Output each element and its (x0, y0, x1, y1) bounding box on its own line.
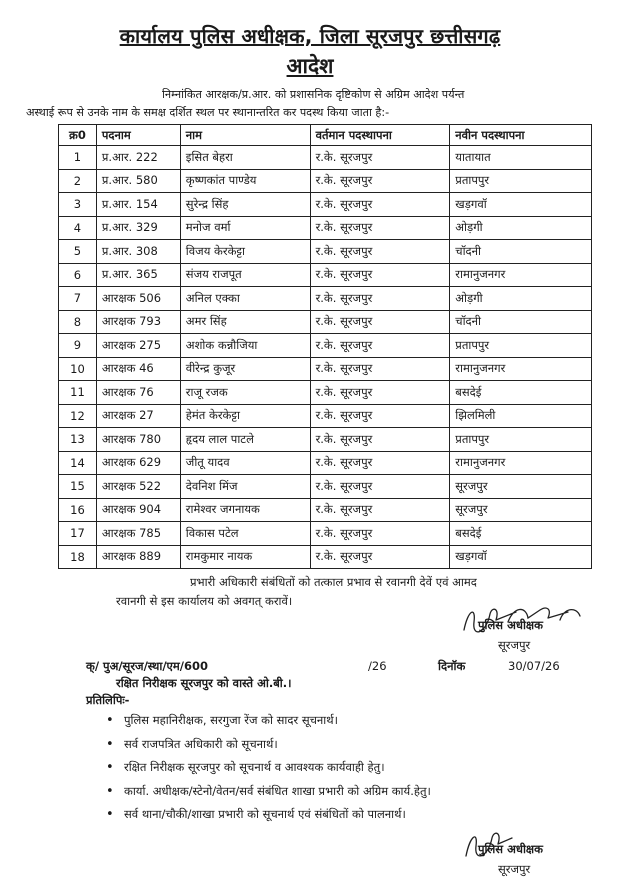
signatory-place-2: सूरजपुर (498, 862, 531, 876)
current-posting-cell: र.के. सूरजपुर (310, 287, 450, 311)
current-posting-cell: र.के. सूरजपुर (310, 475, 450, 499)
serial-cell: 14 (59, 451, 97, 475)
name-cell: अनिल एक्का (180, 287, 310, 311)
new-posting-cell: खड़गवॉ (450, 545, 592, 569)
bullet-icon: • (106, 807, 114, 822)
current-posting-cell: र.के. सूरजपुर (310, 404, 450, 428)
table-row (59, 287, 592, 311)
table-row (59, 498, 592, 522)
intro-paragraph (26, 86, 602, 122)
new-posting-cell: सूरजपुर (450, 475, 592, 499)
name-cell: वीरेन्द्र कुजूर (180, 357, 310, 381)
designation-cell: आरक्षक 793 (96, 310, 180, 334)
table-row (59, 216, 592, 240)
serial-cell: 10 (59, 357, 97, 381)
name-cell: विजय केरकेट्टा (180, 240, 310, 264)
table-row (59, 475, 592, 499)
designation-cell: प्र.आर. 329 (96, 216, 180, 240)
name-cell: राजू रजक (180, 381, 310, 405)
table-row (59, 334, 592, 358)
serial-cell: 1 (59, 146, 97, 170)
serial-cell: 18 (59, 545, 97, 569)
table-row (59, 169, 592, 193)
table-row (59, 240, 592, 264)
signatory-title: पुलिस अधीक्षक (478, 618, 543, 632)
column-header-current-posting: वर्तमान पदस्थापना (310, 125, 450, 146)
designation-cell: प्र.आर. 222 (96, 146, 180, 170)
current-posting-cell: र.के. सूरजपुर (310, 240, 450, 264)
signatory-title-2: पुलिस अधीक्षक (478, 842, 543, 856)
table-row (59, 146, 592, 170)
current-posting-cell: र.के. सूरजपुर (310, 498, 450, 522)
copy-recipient-text: रक्षित निरीक्षक सूरजपुर को सूचनार्थ व आवश्यक कार्यवाही हेतु। (124, 760, 385, 774)
table-row (59, 193, 592, 217)
current-posting-cell: र.के. सूरजपुर (310, 428, 450, 452)
serial-cell: 11 (59, 381, 97, 405)
forward-line: रक्षित निरीक्षक सूरजपुर को वास्ते ओ.बी.। (116, 676, 292, 690)
list-item (106, 757, 431, 781)
new-posting-cell: रामानुजनगर (450, 263, 592, 287)
serial-cell: 5 (59, 240, 97, 264)
name-cell: जीतू यादव (180, 451, 310, 475)
current-posting-cell: र.के. सूरजपुर (310, 357, 450, 381)
new-posting-cell: प्रतापपुर (450, 169, 592, 193)
table-row (59, 381, 592, 405)
designation-cell: आरक्षक 76 (96, 381, 180, 405)
name-cell: संजय राजपूत (180, 263, 310, 287)
table-header-row (59, 125, 592, 146)
name-cell: इसित बेहरा (180, 146, 310, 170)
bullet-icon: • (106, 736, 114, 752)
new-posting-cell: ओड़गी (450, 216, 592, 240)
designation-cell: प्र.आर. 308 (96, 240, 180, 264)
new-posting-cell: यातायात (450, 146, 592, 170)
serial-cell: 15 (59, 475, 97, 499)
intro-line-2: अस्थाई रूप से उनके नाम के समक्ष दर्शित स्थल पर स्थानान्तरित कर पदस्थ किया जाता है:- (26, 106, 390, 119)
intro-line-1: निम्नांकित आरक्षक/प्र.आर. को प्रशासनिक दृष्टिकोण से अग्रिम आदेश पर्यन्त (162, 88, 465, 101)
current-posting-cell: र.के. सूरजपुर (310, 263, 450, 287)
designation-cell: प्र.आर. 580 (96, 169, 180, 193)
name-cell: विकास पटेल (180, 522, 310, 546)
serial-cell: 16 (59, 498, 97, 522)
current-posting-cell: र.के. सूरजपुर (310, 310, 450, 334)
new-posting-cell: रामानुजनगर (450, 357, 592, 381)
serial-cell: 8 (59, 310, 97, 334)
designation-cell: आरक्षक 904 (96, 498, 180, 522)
copy-recipient-text: सर्व राजपत्रित अधिकारी को सूचनार्थ। (124, 736, 278, 751)
serial-cell: 2 (59, 169, 97, 193)
serial-cell: 7 (59, 287, 97, 311)
current-posting-cell: र.के. सूरजपुर (310, 169, 450, 193)
table-row (59, 310, 592, 334)
new-posting-cell: चॉदनी (450, 240, 592, 264)
designation-cell: आरक्षक 629 (96, 451, 180, 475)
name-cell: अमर सिंह (180, 310, 310, 334)
table-body (59, 146, 592, 569)
name-cell: रामेश्वर जगनायक (180, 498, 310, 522)
column-header-name: नाम (180, 125, 310, 146)
serial-cell: 12 (59, 404, 97, 428)
list-item (106, 781, 431, 805)
designation-cell: प्र.आर. 365 (96, 263, 180, 287)
signature-block-1 (456, 600, 596, 662)
serial-cell: 13 (59, 428, 97, 452)
new-posting-cell: सूरजपुर (450, 498, 592, 522)
bullet-icon: • (106, 783, 114, 799)
designation-cell: आरक्षक 46 (96, 357, 180, 381)
name-cell: मनोज वर्मा (180, 216, 310, 240)
list-item (106, 804, 431, 828)
reference-year: /26 (368, 659, 387, 673)
table-row (59, 263, 592, 287)
current-posting-cell: र.के. सूरजपुर (310, 193, 450, 217)
current-posting-cell: र.के. सूरजपुर (310, 146, 450, 170)
column-header-new-posting: नवीन पदस्थापना (450, 125, 592, 146)
current-posting-cell: र.के. सूरजपुर (310, 545, 450, 569)
note-line-2: रवानगी से इस कार्यालय को अवगत् करावें। (116, 594, 293, 608)
serial-cell: 4 (59, 216, 97, 240)
name-cell: सुरेन्द्र सिंह (180, 193, 310, 217)
column-header-designation: पदनाम (96, 125, 180, 146)
designation-cell: प्र.आर. 154 (96, 193, 180, 217)
current-posting-cell: र.के. सूरजपुर (310, 334, 450, 358)
designation-cell: आरक्षक 506 (96, 287, 180, 311)
name-cell: हेमंत केरकेट्टा (180, 404, 310, 428)
note-line-1: प्रभारी अधिकारी संबंधितों को तत्काल प्रभाव से रवानगी देवें एवं आमद (190, 575, 477, 589)
serial-cell: 3 (59, 193, 97, 217)
copy-list (106, 710, 431, 828)
serial-cell: 9 (59, 334, 97, 358)
date-label: दिनॉक (438, 659, 466, 673)
name-cell: रामकुमार नायक (180, 545, 310, 569)
designation-cell: आरक्षक 785 (96, 522, 180, 546)
new-posting-cell: ओड़गी (450, 287, 592, 311)
name-cell: कृष्णकांत पाण्डेय (180, 169, 310, 193)
new-posting-cell: रामानुजनगर (450, 451, 592, 475)
current-posting-cell: र.के. सूरजपुर (310, 522, 450, 546)
new-posting-cell: बसदेई (450, 381, 592, 405)
new-posting-cell: झिलमिली (450, 404, 592, 428)
signature-block-2 (456, 822, 596, 880)
reference-number: क्/ पुअ/सूरज/स्था/एम/600 (86, 659, 208, 673)
reference-line (86, 659, 586, 677)
serial-cell: 17 (59, 522, 97, 546)
current-posting-cell: र.के. सूरजपुर (310, 451, 450, 475)
name-cell: देवनिश मिंज (180, 475, 310, 499)
table-row (59, 404, 592, 428)
bullet-icon: • (106, 760, 114, 775)
bullet-icon: • (106, 713, 114, 728)
copy-recipient-text: सर्व थाना/चौकी/शाखा प्रभारी को सूचनार्थ एवं संबंधितों को पालनार्थ। (124, 807, 406, 821)
transfer-table (58, 124, 592, 569)
name-cell: हृदय लाल पाटले (180, 428, 310, 452)
new-posting-cell: बसदेई (450, 522, 592, 546)
table-row (59, 451, 592, 475)
table-row (59, 522, 592, 546)
list-item (106, 734, 431, 758)
designation-cell: आरक्षक 889 (96, 545, 180, 569)
name-cell: अशोक कन्नौजिया (180, 334, 310, 358)
copy-recipient-text: पुलिस महानिरीक्षक, सरगुजा रेंज को सादर सूचनार्थ। (124, 713, 338, 727)
current-posting-cell: र.के. सूरजपुर (310, 381, 450, 405)
designation-cell: आरक्षक 780 (96, 428, 180, 452)
new-posting-cell: चॉदनी (450, 310, 592, 334)
new-posting-cell: प्रतापपुर (450, 334, 592, 358)
designation-cell: आरक्षक 275 (96, 334, 180, 358)
designation-cell: आरक्षक 27 (96, 404, 180, 428)
table-row (59, 428, 592, 452)
copy-recipient-text: कार्या. अधीक्षक/स्टेनो/वेतन/सर्व संबंधित शाखा प्रभारी को अग्रिम कार्य.हेतु। (124, 783, 431, 798)
list-item (106, 710, 431, 734)
order-date: 30/07/26 (508, 659, 560, 673)
current-posting-cell: र.के. सूरजपुर (310, 216, 450, 240)
designation-cell: आरक्षक 522 (96, 475, 180, 499)
new-posting-cell: खड़गवॉ (450, 193, 592, 217)
office-title: कार्यालय पुलिस अधीक्षक, जिला सूरजपुर छत्तीसगढ़ (119, 24, 501, 48)
column-header-serial: क्र0 (59, 125, 97, 146)
signatory-place: सूरजपुर (498, 638, 531, 652)
table-row (59, 357, 592, 381)
copy-heading: प्रतिलिपिः- (86, 693, 130, 707)
order-title: आदेश (286, 54, 334, 78)
serial-cell: 6 (59, 263, 97, 287)
table-row (59, 545, 592, 569)
new-posting-cell: प्रतापपुर (450, 428, 592, 452)
